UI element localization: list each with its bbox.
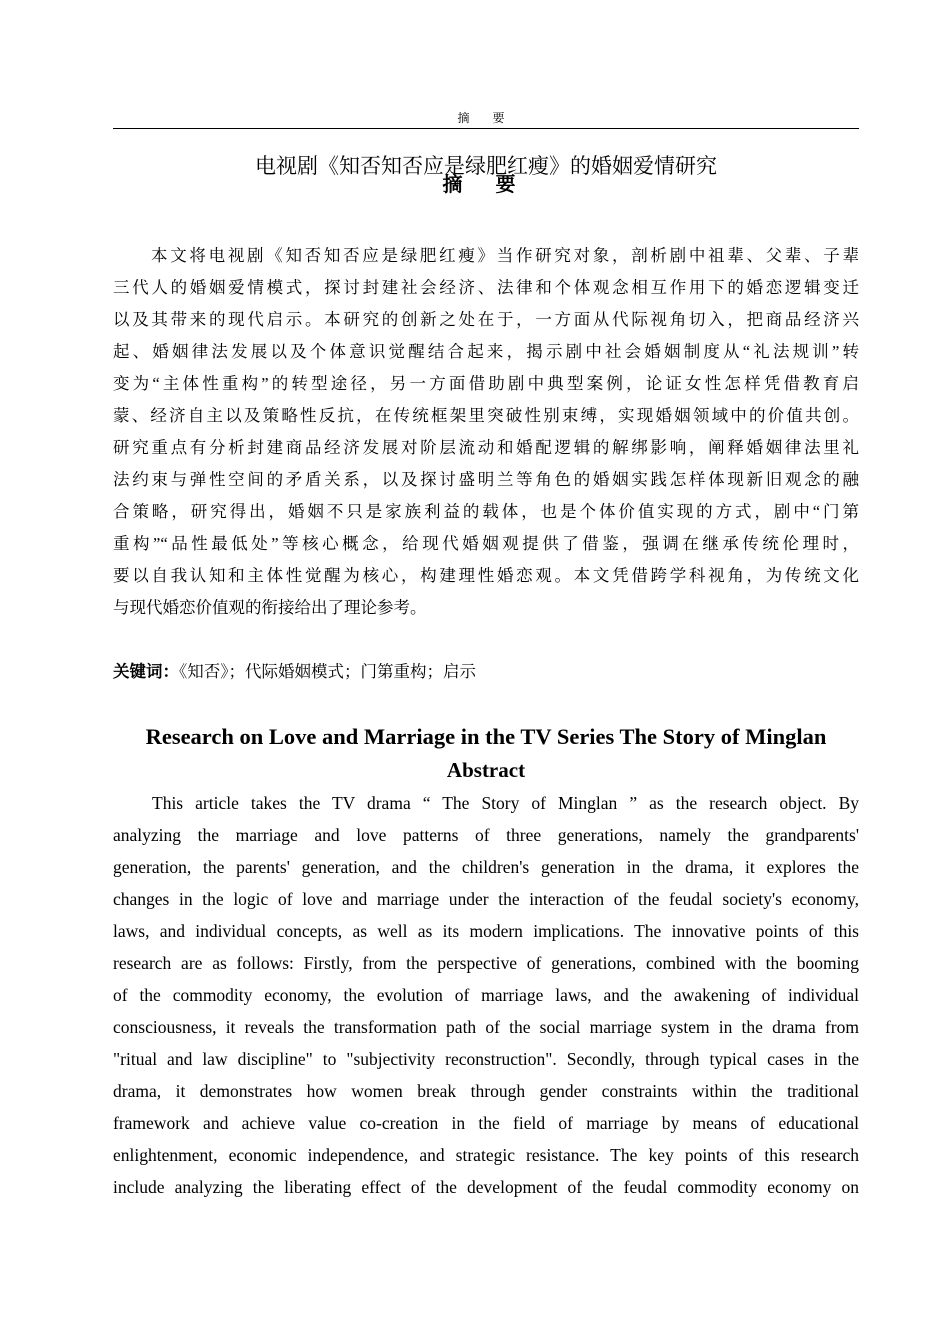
chinese-abstract-heading: 摘 要 — [442, 174, 530, 196]
english-abstract-heading: Abstract — [446, 758, 526, 782]
keywords-label: 关键词： — [113, 662, 179, 681]
paragraph-line: 合策略，研究得出，婚姻不只是家族利益的载体，也是个体价值实现的方式，剧中“门第 — [113, 502, 859, 521]
paragraph-line: analyzing the marriage and love patterns of three generations, namely the grandparents' — [113, 825, 859, 845]
paragraph-line: 与现代婚恋价值观的衔接给出了理论参考。 — [113, 598, 427, 617]
paragraph-line: generation, the parents' generation, and the children's generation in the drama, it explores the — [113, 857, 859, 877]
header-rule — [113, 128, 859, 129]
paragraph-line: 法约束与弹性空间的矛盾关系，以及探讨盛明兰等角色的婚姻实践怎样体现新旧观念的融 — [113, 470, 859, 489]
paragraph-line: drama, it demonstrates how women break through gender constraints within the traditional — [113, 1081, 859, 1101]
paragraph-line: 重构”“品性最低处”等核心概念，给现代婚姻观提供了借鉴，强调在继承传统伦理时， — [113, 534, 859, 553]
paragraph-line: of the commodity economy, the evolution of marriage laws, and the awakening of individual — [113, 985, 859, 1005]
chinese-title: 电视剧《知否知否应是绿肥红瘦》的婚姻爱情研究 — [255, 154, 717, 178]
paragraph-line: "ritual and law discipline" to "subjectivity reconstruction". Secondly, through typical cases in the — [113, 1049, 859, 1069]
paragraph-line: laws, and individual concepts, as well as its modern implications. The innovative points of this — [113, 921, 859, 941]
paragraph-line: 蒙、经济自主以及策略性反抗，在传统框架里突破性别束缚，实现婚姻领域中的价值共创。 — [113, 406, 859, 425]
paragraph-line: 三代人的婚姻爱情模式，探讨封建社会经济、法律和个体观念相互作用下的婚恋逻辑变迁 — [113, 278, 859, 297]
paragraph-line: consciousness, it reveals the transformation path of the social marriage system in the drama from — [113, 1017, 859, 1037]
paragraph-line: 要以自我认知和主体性觉醒为核心，构建理性婚恋观。本文凭借跨学科视角，为传统文化 — [113, 566, 859, 585]
paragraph-line: 以及其带来的现代启示。本研究的创新之处在于，一方面从代际视角切入，把商品经济兴 — [113, 310, 859, 329]
keywords — [113, 658, 476, 682]
paragraph-line: 本文将电视剧《知否知否应是绿肥红瘦》当作研究对象，剖析剧中祖辈、父辈、子辈 — [151, 246, 859, 265]
paragraph-line: 变为“主体性重构”的转型途径，另一方面借助剧中典型案例，论证女性怎样凭借教育启 — [113, 374, 859, 393]
paragraph-line: This article takes the TV drama “ The Story of Minglan ” as the research object. By — [152, 793, 859, 813]
keywords-value: 《知否》；代际婚姻模式；门第重构；启示 — [179, 662, 476, 681]
paragraph-line: research are as follows: Firstly, from the perspective of generations, combined with the booming — [113, 953, 859, 973]
running-head: 摘 要 — [457, 111, 515, 125]
paragraph-line: 起、婚姻律法发展以及个体意识觉醒结合起来，揭示剧中社会婚姻制度从“礼法规训”转 — [113, 342, 859, 361]
english-title: Research on Love and Marriage in the TV Series The Story of Minglan — [145, 724, 827, 749]
paragraph-line: 研究重点有分析封建商品经济发展对阶层流动和婚配逻辑的解绑影响，阐释婚姻律法里礼 — [113, 438, 859, 457]
paragraph-line: include analyzing the liberating effect of the development of the feudal commodity economy on — [113, 1177, 859, 1197]
paragraph-line: enlightenment, economic independence, and strategic resistance. The key points of this research — [113, 1145, 859, 1165]
paragraph-line: changes in the logic of love and marriage under the interaction of the feudal society's economy, — [113, 889, 859, 909]
paragraph-line: framework and achieve value co-creation in the field of marriage by means of educational — [113, 1113, 859, 1133]
